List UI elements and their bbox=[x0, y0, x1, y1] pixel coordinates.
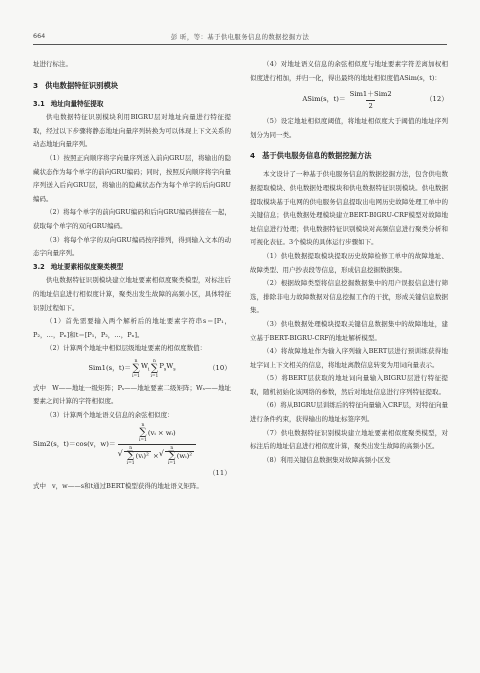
running-header bbox=[33, 30, 447, 45]
denominator: √ n ∑ i=1 (vᵢ)² × √ n ∑ i=1 (wᵢ)² bbox=[118, 444, 196, 466]
left-column bbox=[33, 58, 231, 493]
equation-lhs: Sim1(s，t)＝ bbox=[88, 364, 132, 373]
equation-11 bbox=[33, 423, 231, 467]
section-3-1-heading bbox=[33, 98, 231, 112]
weight-term: $W_s$ bbox=[166, 362, 176, 373]
step-paragraph: （2）计算两个地址中相似层级地址要素的相似度数值： bbox=[46, 344, 207, 353]
section-3-heading bbox=[33, 79, 231, 92]
subsection-number: 3.2 bbox=[33, 262, 45, 271]
section-title: 基于供电服务信息的数据挖掘方法 bbox=[262, 151, 372, 161]
equation-number: （12） bbox=[425, 95, 448, 104]
numerator: Sim1＋Sim2 bbox=[349, 89, 392, 98]
paragraph: 供电数据特征识别模块建立地址要素相似度聚类模型，对标注后的地址信息进行相似度计算，聚类出发生故障的高频小区，具体特征识别过程如下。 bbox=[33, 276, 231, 312]
equation-definitions: 式中 W——地址一级矩阵；Pₛ——地址要素二级矩阵；Wₛ——地址要素之间计算的字符相似度。 bbox=[33, 383, 231, 406]
paragraph: 供电数据特征识别模块利用BIGRU层对地址向量进行特征提取，经过以下步骤将静态地址向量序列转换为可以体现上下文关系的动态地址向量序列。 bbox=[33, 113, 231, 149]
equation-lhs: ASim(s，t)＝ bbox=[302, 95, 346, 104]
subsection-title: 地址向量特征提取 bbox=[50, 99, 104, 108]
sum-symbol: n ∑ i=1 bbox=[150, 358, 159, 379]
paragraph: 本文设计了一种基于供电服务信息的数据挖掘方法，包含供电数据提取模块、供电数据处理模块和供电数据特征识别模块。供电数据提取模块基于电网的供电服务信息提取出电网历史故障处理工单中的关键信息；供电数据处理模块建立BERT-BIGRU-CRF模型对故障地址信息进行处理；供电数据特征识别模块对高频信息进行聚类分析和可视化表征。3个模块的具体运行步骤如下。 bbox=[250, 170, 448, 247]
sum-symbol: n ∑ i=1 bbox=[132, 358, 140, 379]
fraction bbox=[348, 90, 394, 111]
denominator: 2 bbox=[368, 101, 373, 110]
section-title: 供电数据特征识别模块 bbox=[45, 80, 119, 90]
running-title: 彭 昕，等：基于供电服务信息的数据挖掘方法 bbox=[170, 33, 310, 41]
step-paragraph: （3）将每个单字的双向GRU编码按序排列，得到输入文本的动态字向量序列。 bbox=[33, 235, 231, 258]
equation-10 bbox=[33, 356, 231, 382]
step-paragraph: （1）按照正向顺序将字向量序列送入前向GRU层，将输出的隐藏状态作为每个单字的前向GRU编码；同时，按照反向顺序将字向量序列送入后向GRU层，将输出的隐藏状态作为每个单字的后向GRU编码。 bbox=[33, 153, 231, 203]
equation-12 bbox=[250, 85, 448, 115]
weight-term: $W_i$ bbox=[140, 362, 150, 373]
intro-tail: 址进行标注。 bbox=[33, 60, 72, 68]
equation-definitions: 式中 v，w——s和t通过BERT模型获得的地址语义矩阵。 bbox=[33, 481, 203, 490]
equation-number: （11） bbox=[208, 468, 231, 477]
step-paragraph: （2）根据故障类型将信息挖掘数据集中的用户误报信息进行筛选，排除非电力故障数据对信息挖掘工作的干扰，形成关键信息数据集。 bbox=[250, 279, 448, 315]
section-number: 3 bbox=[33, 80, 39, 90]
numerator: n ∑ i=1 (vᵢ × wᵢ) bbox=[139, 423, 176, 444]
step-paragraph: （3）供电数据处理模块提取关键信息数据集中的故障地址，建立基于BERT-BIGRU-CRF的地址解析模型。 bbox=[250, 319, 448, 342]
cosine-fraction bbox=[118, 423, 196, 466]
page-number: 664 bbox=[33, 32, 46, 40]
step-paragraph: （8）利用关键信息数据集对故障高频小区发 bbox=[263, 455, 391, 464]
equation-lhs: Sim2(s，t)＝cos(v，w)＝ bbox=[33, 439, 116, 448]
step-paragraph: （5）将BERT层获取的地址词向量输入BIGRU层进行特征提取，随机初始化该网络的参数，然后对地址信息进行序列特征提取。 bbox=[250, 374, 448, 396]
step-paragraph: （4）将故障地址作为输入序列输入BERT层进行预训练获得地址字词上下文相关的信息，将地址离散信息转变为用词向量表示。 bbox=[250, 347, 448, 369]
step-paragraph: （5）设定地址相似度阈值，将地址相似度大于阈值的地址序列划分为同一类。 bbox=[250, 117, 448, 139]
step-paragraph: （1）供电数据提取模块提取历史故障检修工单中的故障地址、故障类型、用户抄表段等信息，形成信息挖掘数据集。 bbox=[250, 251, 448, 274]
step-paragraph: （2）将每个单字的前向GRU编码和后向GRU编码拼接在一起，获取每个单字的双向GRU编码。 bbox=[33, 208, 231, 230]
subsection-number: 3.1 bbox=[33, 99, 45, 108]
step-paragraph: （7）供电数据特征识别模块建立地址要素相似度聚类模型，对标注后的地址信息进行相似度计算，聚类出发生故障的高频小区。 bbox=[250, 428, 448, 451]
step-paragraph: （1）首先需要输入两个解析后的地址要素字符串s＝[P₁，P₂，…，Pₙ]和t＝[P₁，P₂，…，Pₙ]。 bbox=[33, 317, 231, 339]
subsection-title: 地址要素相似度聚类模型 bbox=[50, 262, 124, 271]
step-paragraph: （4）对地址语义信息的余弦相似度与地址要素字符差离加权相似度进行相加，并归一化，得出最终的地址相似度值ASim(s，t)： bbox=[250, 60, 448, 82]
section-number: 4 bbox=[250, 151, 256, 161]
section-4-heading bbox=[250, 149, 448, 162]
section-3-2-heading bbox=[33, 261, 231, 275]
right-column bbox=[250, 58, 448, 467]
p-term: $P_s$ bbox=[159, 362, 167, 373]
step-paragraph: （3）计算两个地址语义信息的余弦相似度： bbox=[46, 411, 174, 420]
equation-number: （10） bbox=[208, 364, 231, 373]
step-paragraph: （6）将从BIGRU层训练后的特征向量输入CRF层，对特征向量进行条件约束，获得输出的地址标签序列。 bbox=[250, 401, 448, 424]
